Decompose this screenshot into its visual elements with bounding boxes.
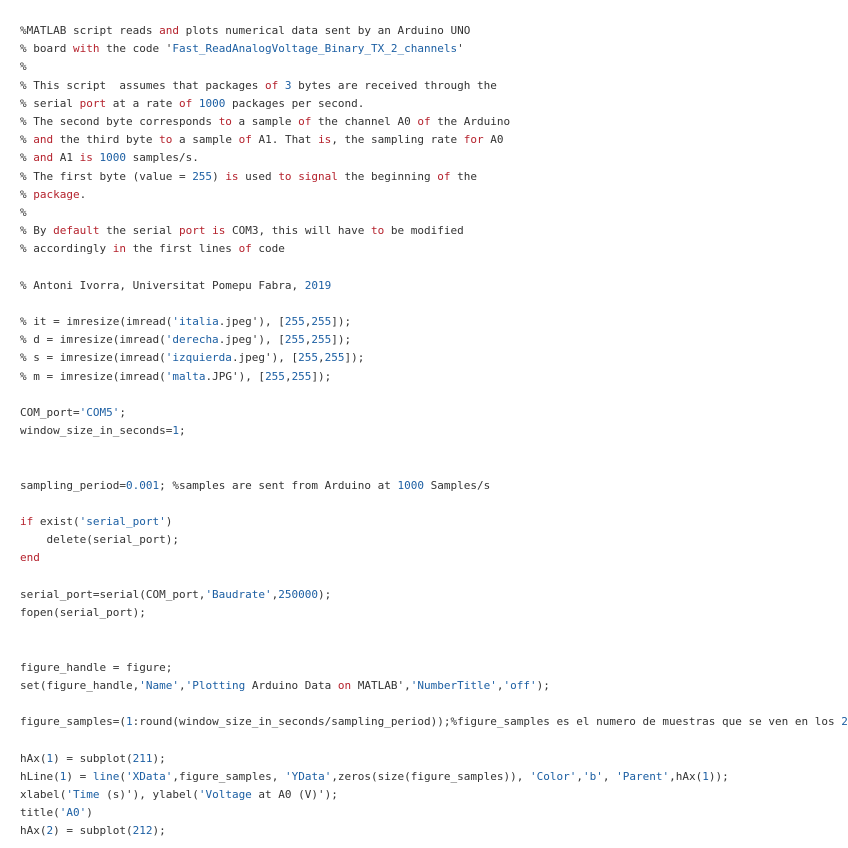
text-token: % By bbox=[20, 224, 54, 238]
number-token: 255 bbox=[311, 333, 332, 347]
number-token: 212 bbox=[132, 824, 153, 838]
text-token: at a rate bbox=[106, 96, 179, 110]
string-token: line bbox=[92, 769, 120, 783]
string-token: 'Baudrate' bbox=[205, 587, 272, 601]
number-token: 1 bbox=[46, 751, 54, 765]
number-token: 255 bbox=[311, 315, 332, 328]
text-token: % d = imresize(imread( bbox=[20, 333, 166, 347]
text-token: bytes are received through the bbox=[291, 78, 497, 92]
code-line bbox=[20, 640, 848, 658]
text-token: , bbox=[318, 351, 325, 365]
keyword-token: is bbox=[79, 151, 93, 165]
text-token: plots numerical data sent by an Arduino UNO bbox=[178, 24, 471, 37]
number-token: 255 bbox=[284, 315, 305, 328]
text-token: A0 bbox=[483, 133, 504, 147]
keyword-token: package bbox=[33, 187, 80, 201]
text-token: window_size_in_seconds= bbox=[20, 424, 173, 438]
text-token: A1. That bbox=[251, 133, 319, 147]
text-token: ); bbox=[152, 751, 166, 765]
text-token: ( bbox=[119, 769, 126, 783]
text-token: :round(window_size_in_seconds/sampling_period));%figure_samples es el numero de muestras que se ven en los bbox=[132, 715, 842, 729]
number-token: 1 bbox=[125, 715, 133, 729]
code-line bbox=[20, 549, 848, 567]
keyword-token: for bbox=[463, 133, 484, 147]
text-token: ]); bbox=[344, 351, 365, 365]
code-line bbox=[20, 204, 848, 222]
text-token: , bbox=[304, 315, 312, 328]
keyword-token: port bbox=[178, 224, 206, 238]
text-token: the beginning bbox=[337, 169, 438, 183]
text-token: .JPG'), [ bbox=[205, 369, 266, 383]
keyword-token: and bbox=[33, 151, 54, 165]
string-token: 'izquierda bbox=[165, 351, 232, 365]
text-token: % serial bbox=[20, 96, 80, 110]
code-line bbox=[20, 77, 848, 95]
text-token: delete(serial_port); bbox=[20, 533, 179, 547]
text-token: figure_samples=( bbox=[20, 715, 126, 729]
text-token: , bbox=[271, 587, 279, 601]
code-line bbox=[20, 822, 848, 840]
text-token: MATLAB', bbox=[351, 678, 411, 692]
text-token: , the sampling rate bbox=[331, 133, 464, 147]
text-token: a sample bbox=[231, 114, 299, 128]
code-line bbox=[20, 586, 848, 604]
string-token: 'derecha bbox=[165, 333, 219, 347]
code-line bbox=[20, 258, 848, 276]
string-token: 'A0' bbox=[59, 806, 87, 820]
text-token: Samples/s bbox=[424, 478, 491, 492]
string-token: 'COM5' bbox=[79, 405, 120, 419]
text-token: ) bbox=[212, 169, 226, 183]
keyword-token: and bbox=[159, 24, 179, 37]
number-token: 1 bbox=[59, 769, 67, 783]
number-token: 255 bbox=[284, 333, 305, 347]
text-token: hAx( bbox=[20, 751, 47, 765]
code-line bbox=[20, 277, 848, 295]
code-line bbox=[20, 786, 848, 804]
keyword-token: with bbox=[72, 42, 100, 56]
code-line bbox=[20, 149, 848, 167]
text-token: title( bbox=[20, 806, 60, 820]
text-token: ); bbox=[152, 824, 166, 838]
text-token: exist( bbox=[33, 515, 80, 529]
code-line bbox=[20, 404, 848, 422]
text-token: be modified bbox=[384, 224, 464, 238]
code-line bbox=[20, 713, 848, 731]
code-line bbox=[20, 331, 848, 349]
code-line bbox=[20, 659, 848, 677]
code-line bbox=[20, 531, 848, 549]
number-token: 1 bbox=[172, 424, 179, 438]
text-token: ]); bbox=[331, 315, 352, 328]
number-token: 2 bbox=[46, 824, 54, 838]
keyword-token: of bbox=[437, 169, 451, 183]
code-line bbox=[20, 568, 848, 586]
keyword-token: of bbox=[417, 114, 431, 128]
text-token: % This script assumes that packages bbox=[20, 78, 266, 92]
text-token: % The second byte corresponds bbox=[20, 114, 219, 128]
code-line bbox=[20, 240, 848, 258]
text-token: (s)'), ylabel( bbox=[99, 787, 199, 801]
code-line bbox=[20, 386, 848, 404]
keyword-token: is bbox=[225, 169, 239, 183]
text-token: figure_handle = figure; bbox=[20, 660, 173, 674]
code-line bbox=[20, 477, 848, 495]
text-token: , bbox=[178, 678, 186, 692]
text-token: % bbox=[20, 187, 34, 201]
code-line bbox=[20, 440, 848, 458]
text-token: % s = imresize(imread( bbox=[20, 351, 166, 365]
string-token: 'Name' bbox=[139, 678, 179, 692]
keyword-token: to bbox=[278, 169, 292, 183]
code-line bbox=[20, 731, 848, 749]
string-token: 'XData' bbox=[126, 769, 173, 783]
text-token: % it = imresize(imread( bbox=[20, 315, 173, 328]
text-token: % m = imresize(imread( bbox=[20, 369, 166, 383]
code-line bbox=[20, 113, 848, 131]
number-token: 3 bbox=[284, 78, 292, 92]
text-token: set(figure_handle, bbox=[20, 678, 140, 692]
number-token: 255 bbox=[265, 369, 285, 383]
text-token: packages per second. bbox=[225, 96, 365, 110]
text-token: A1 bbox=[53, 151, 80, 165]
keyword-token: default bbox=[53, 224, 100, 238]
code-line bbox=[20, 22, 848, 40]
text-token: fopen(serial_port); bbox=[20, 606, 146, 619]
string-token: 'Plotting bbox=[185, 678, 246, 692]
number-token: 211 bbox=[132, 751, 153, 765]
code-line bbox=[20, 750, 848, 768]
text-token: % board bbox=[20, 42, 73, 56]
code-line bbox=[20, 313, 848, 331]
text-token: , bbox=[576, 769, 583, 783]
keyword-token: of bbox=[238, 242, 252, 256]
text-token: xlabel( bbox=[20, 787, 67, 801]
keyword-token: to bbox=[371, 224, 385, 238]
keyword-token: of bbox=[238, 133, 252, 147]
text-token: a sample bbox=[172, 133, 239, 147]
string-token: 'off' bbox=[503, 678, 537, 692]
number-token: 255 bbox=[298, 351, 319, 365]
string-token: 'Color' bbox=[530, 769, 577, 783]
number-token: 255 bbox=[192, 169, 213, 183]
string-token: 'Voltage bbox=[198, 787, 252, 801]
text-token: , bbox=[496, 678, 504, 692]
text-token: % accordingly bbox=[20, 242, 113, 256]
text-token: serial_port=serial(COM_port, bbox=[20, 587, 206, 601]
code-line bbox=[20, 222, 848, 240]
text-token: ,figure_samples, bbox=[172, 769, 285, 783]
code-line bbox=[20, 368, 848, 386]
string-token: Fast_ReadAnalogVoltage_Binary_TX_2_channels bbox=[172, 42, 458, 56]
code-line bbox=[20, 677, 848, 695]
number-token: 2019 bbox=[304, 278, 332, 292]
text-token: ,hAx( bbox=[669, 769, 703, 783]
text-token: .jpeg'), [ bbox=[218, 315, 285, 328]
text-token: at A0 (V)'); bbox=[251, 787, 338, 801]
text-token: COM3, this will have bbox=[225, 224, 372, 238]
keyword-token: is bbox=[318, 133, 332, 147]
code-line bbox=[20, 622, 848, 640]
text-token: sampling_period= bbox=[20, 478, 126, 492]
text-token: % bbox=[20, 133, 34, 147]
code-view bbox=[20, 22, 848, 848]
text-token: ; bbox=[178, 424, 186, 438]
text-token bbox=[192, 97, 199, 110]
string-token: 'malta bbox=[165, 369, 206, 383]
text-token: the serial bbox=[99, 224, 179, 238]
code-line bbox=[20, 295, 848, 313]
code-line bbox=[20, 695, 848, 713]
text-token: .jpeg'), [ bbox=[231, 351, 299, 365]
text-token: % bbox=[20, 205, 27, 219]
string-token: 'b' bbox=[582, 769, 603, 783]
number-token: 255 bbox=[324, 351, 345, 365]
string-token: 'Time bbox=[66, 787, 100, 801]
string-token: 'serial_port' bbox=[79, 515, 166, 529]
text-token: ); bbox=[536, 678, 550, 692]
keyword-token: on bbox=[337, 678, 352, 692]
number-token: 1000 bbox=[397, 478, 425, 492]
keyword-token: of bbox=[265, 78, 279, 92]
code-line bbox=[20, 768, 848, 786]
code-line bbox=[20, 349, 848, 367]
text-token: Arduino Data bbox=[245, 678, 338, 692]
number-token: 250000 bbox=[278, 587, 319, 601]
code-line bbox=[20, 513, 848, 531]
text-token: .jpeg'), [ bbox=[218, 333, 285, 347]
string-token: 'italia bbox=[172, 315, 219, 328]
text-token bbox=[93, 151, 100, 164]
keyword-token: port bbox=[79, 96, 107, 110]
number-token: 0.001 bbox=[125, 478, 160, 492]
text-token: , bbox=[284, 369, 292, 383]
text-token: ,zeros(size(figure_samples)), bbox=[331, 769, 530, 783]
string-token: 'YData' bbox=[284, 769, 332, 783]
number-token: 1000 bbox=[99, 151, 126, 165]
text-token: %MATLAB script reads bbox=[20, 24, 160, 37]
code-line bbox=[20, 58, 848, 76]
text-token: ) = subplot( bbox=[53, 824, 133, 838]
code-line bbox=[20, 168, 848, 186]
number-token: 1000 bbox=[198, 96, 226, 110]
code-line bbox=[20, 495, 848, 513]
text-token bbox=[278, 79, 285, 92]
keyword-token: is bbox=[212, 224, 226, 238]
code-line bbox=[20, 459, 848, 477]
text-token: , bbox=[304, 333, 312, 347]
code-line bbox=[20, 604, 848, 622]
code-line bbox=[20, 95, 848, 113]
text-token: ) bbox=[165, 515, 173, 529]
text-token: ) = bbox=[66, 769, 93, 783]
text-token: % bbox=[20, 151, 34, 165]
string-token: 'NumberTitle' bbox=[410, 678, 497, 692]
code-line bbox=[20, 804, 848, 822]
keyword-token: to bbox=[159, 133, 173, 147]
code-line bbox=[20, 131, 848, 149]
text-token: the first lines bbox=[125, 242, 239, 256]
number-token: 1 bbox=[702, 769, 709, 783]
code-line bbox=[20, 422, 848, 440]
keyword-token: of bbox=[298, 114, 312, 128]
keyword-token: and bbox=[33, 133, 54, 147]
text-token: % The first byte (value = bbox=[20, 169, 193, 183]
text-token: ' bbox=[457, 42, 464, 56]
text-token: the code ' bbox=[99, 42, 173, 56]
text-token: ); bbox=[318, 587, 332, 601]
keyword-token: in bbox=[112, 242, 126, 256]
number-token: 2 bbox=[841, 715, 848, 729]
text-token: % Antoni Ivorra, Universitat Pomepu Fabra, bbox=[20, 278, 305, 292]
text-token: )); bbox=[708, 769, 729, 783]
text-token: ) = subplot( bbox=[53, 751, 133, 765]
text-token: the third byte bbox=[53, 133, 160, 147]
keyword-token: end bbox=[20, 551, 40, 565]
text-token: samples/s. bbox=[126, 151, 199, 165]
text-token: hAx( bbox=[20, 824, 47, 838]
keyword-token: signal bbox=[298, 169, 338, 183]
text-token: COM_port= bbox=[20, 405, 80, 419]
text-token: code bbox=[251, 242, 285, 256]
code-line bbox=[20, 40, 848, 58]
text-token: the channel A0 bbox=[311, 114, 418, 128]
text-token: ; bbox=[119, 405, 126, 419]
text-token: hLine( bbox=[20, 769, 60, 783]
text-token: , bbox=[602, 769, 617, 783]
keyword-token: if bbox=[20, 515, 34, 529]
text-token: % bbox=[20, 60, 27, 74]
string-token: 'Parent' bbox=[616, 769, 670, 783]
keyword-token: to bbox=[218, 114, 232, 128]
text-token: the Arduino bbox=[430, 114, 511, 128]
text-token: ) bbox=[86, 806, 93, 820]
text-token: ; %samples are sent from Arduino at bbox=[159, 478, 398, 492]
text-token: ]); bbox=[311, 369, 332, 383]
text-token: ]); bbox=[331, 333, 352, 347]
number-token: 255 bbox=[291, 369, 312, 383]
code-line bbox=[20, 186, 848, 204]
text-token: . bbox=[79, 187, 87, 201]
text-token: used bbox=[238, 169, 279, 183]
keyword-token: of bbox=[178, 96, 193, 110]
text-token: the bbox=[450, 169, 478, 183]
